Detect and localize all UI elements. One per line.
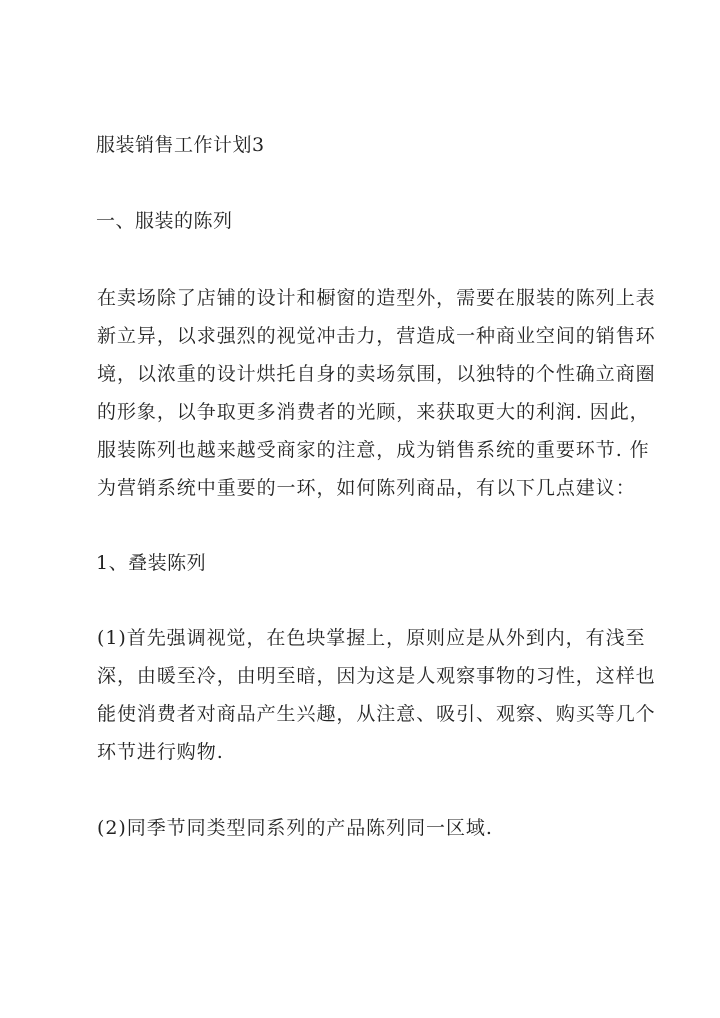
- paragraph-line: 的形象，以争取更多消费者的光顾，来获取更大的利润. 因此，: [97, 401, 650, 423]
- list-item-line: (1)首先强调视觉，在色块掌握上，原则应是从外到内，有浅至: [97, 627, 646, 649]
- list-item-line: 环节进行购物.: [97, 741, 224, 763]
- paragraph-line: 服装陈列也越来越受商家的注意，成为销售系统的重要环节. 作: [97, 439, 650, 461]
- list-item-line: 能使消费者对商品产生兴趣，从注意、吸引、观察、购买等几个: [97, 703, 656, 725]
- document-title: 服装销售工作计划3: [96, 134, 265, 156]
- subsection-heading: 1、叠装陈列: [96, 552, 207, 574]
- section-heading: 一、服装的陈列: [96, 210, 233, 232]
- paragraph-line: 新立异，以求强烈的视觉冲击力，营造成一种商业空间的销售环: [97, 325, 656, 347]
- list-item-line: 深，由暖至冷，由明至暗，因为这是人观察事物的习性，这样也: [97, 665, 656, 687]
- list-item-line: (2)同季节同类型同系列的产品陈列同一区域.: [97, 817, 493, 839]
- paragraph-line: 为营销系统中重要的一环，如何陈列商品，有以下几点建议：: [97, 477, 636, 499]
- paragraph-line: 在卖场除了店铺的设计和橱窗的造型外，需要在服装的陈列上表: [97, 287, 656, 309]
- paragraph-line: 境，以浓重的设计烘托自身的卖场氛围，以独特的个性确立商圈: [97, 363, 656, 385]
